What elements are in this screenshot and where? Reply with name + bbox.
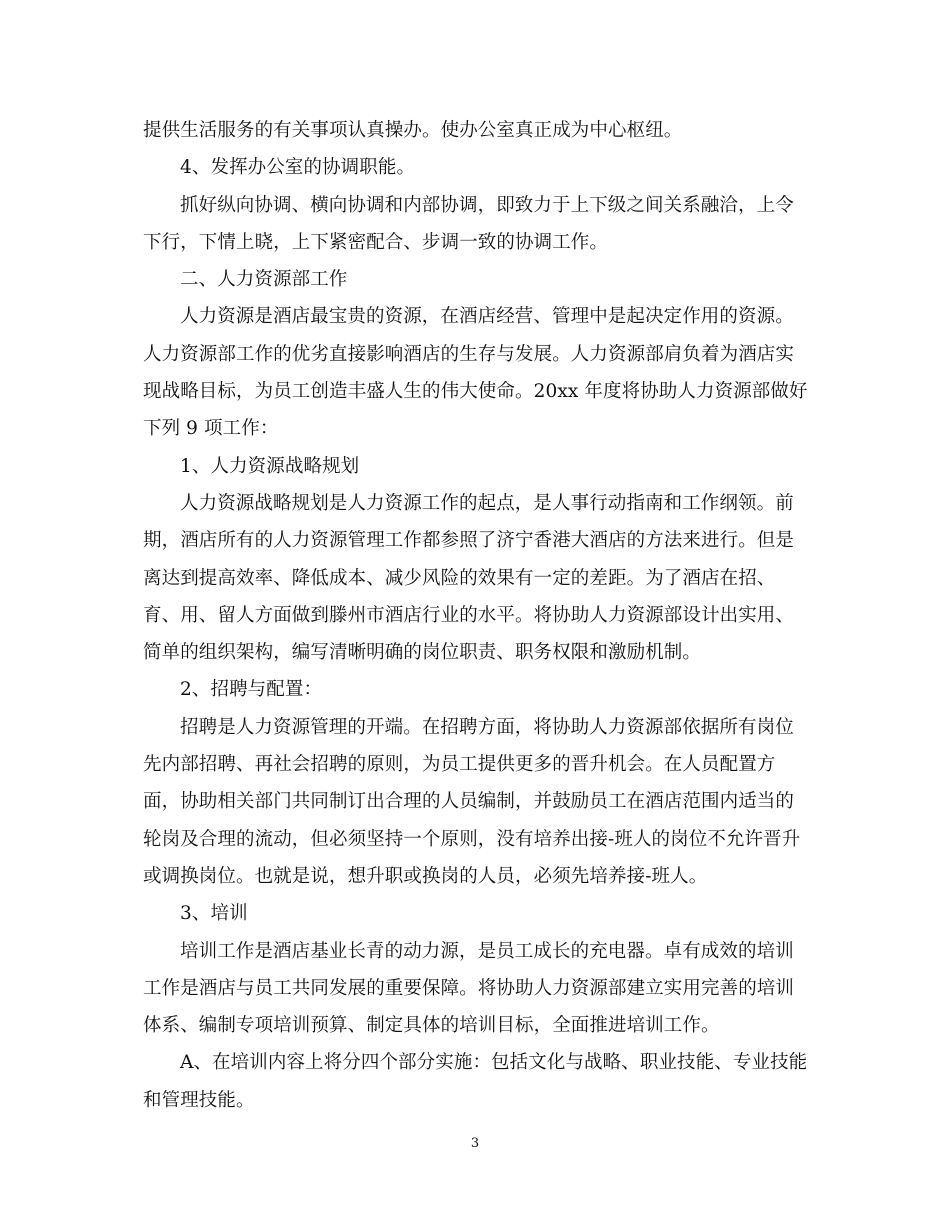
text-line: 下行，下情上晓，上下紧密配合、步调一致的协调工作。 <box>143 231 609 253</box>
subsection-heading: 1、人力资源战略规划 <box>180 455 360 477</box>
text-line: 或调换岗位。也就是说，想升职或换岗的人员，必须先培养接-班人。 <box>143 865 708 887</box>
text-line: 体系、编制专项培训预算、制定具体的培训目标，全面推进培训工作。 <box>143 1015 720 1037</box>
subsection-heading: 2、招聘与配置： <box>180 679 323 701</box>
page-number: 3 <box>470 1136 480 1151</box>
text-line: 下列 9 项工作： <box>143 418 279 440</box>
text-line: 轮岗及合理的流动，但必须坚持一个原则，没有培养出接-班人的岗位不允许晋升 <box>143 828 801 850</box>
text-line: 提供生活服务的有关事项认真操办。使办公室真正成为中心枢纽。 <box>143 120 683 141</box>
text-line: 育、用、留人方面做到滕州市酒店行业的水平。将协助人力资源部设计出实用、 <box>143 604 795 626</box>
subsection-heading: 3、培训 <box>180 903 248 925</box>
text-line: 培训工作是酒店基业长青的动力源，是员工成长的充电器。卓有成效的培训 <box>180 940 794 962</box>
text-line: 现战略目标，为员工创造丰盛人生的伟大使命。20xx 年度将协助人力资源部做好 <box>143 381 808 403</box>
text-line: 和管理技能。 <box>143 1089 255 1111</box>
text-line: 简单的组织架构，编写清晰明确的岗位职责、职务权限和激励机制。 <box>143 642 702 664</box>
text-line: 离达到提高效率、降低成本、减少风险的效果有一定的差距。为了酒店在招、 <box>143 567 776 589</box>
text-line: 人力资源是酒店最宝贵的资源，在酒店经营、管理中是起决定作用的资源。 <box>180 306 794 328</box>
text-line: 招聘是人力资源管理的开端。在招聘方面，将协助人力资源部依据所有岗位 <box>180 716 794 738</box>
text-line: 期，酒店所有的人力资源管理工作都参照了济宁香港大酒店的方法来进行。但是 <box>143 530 795 552</box>
section-heading: 二、人力资源部工作 <box>180 269 348 291</box>
text-line: 先内部招聘、再社会招聘的原则，为员工提供更多的晋升机会。在人员配置方 <box>143 754 776 776</box>
text-line: 抓好纵向协调、横向协调和内部协调，即致力于上下级之间关系融洽，上令 <box>180 194 794 216</box>
text-line: A、在培训内容上将分四个部分实施：包括文化与战略、职业技能、专业技能 <box>180 1052 808 1074</box>
text-line: 4、发挥办公室的协调职能。 <box>180 157 416 179</box>
text-line: 人力资源战略规划是人力资源工作的起点，是人事行动指南和工作纲领。前 <box>180 492 794 514</box>
document-body <box>143 112 811 1119</box>
text-line: 工作是酒店与员工共同发展的重要保障。将协助人力资源部建立实用完善的培训 <box>143 977 795 999</box>
text-line: 人力资源部工作的优劣直接影响酒店的生存与发展。人力资源部肩负着为酒店实 <box>143 343 795 365</box>
text-line: 面，协助相关部门共同制订出合理的人员编制，并鼓励员工在酒店范围内适当的 <box>143 791 795 813</box>
